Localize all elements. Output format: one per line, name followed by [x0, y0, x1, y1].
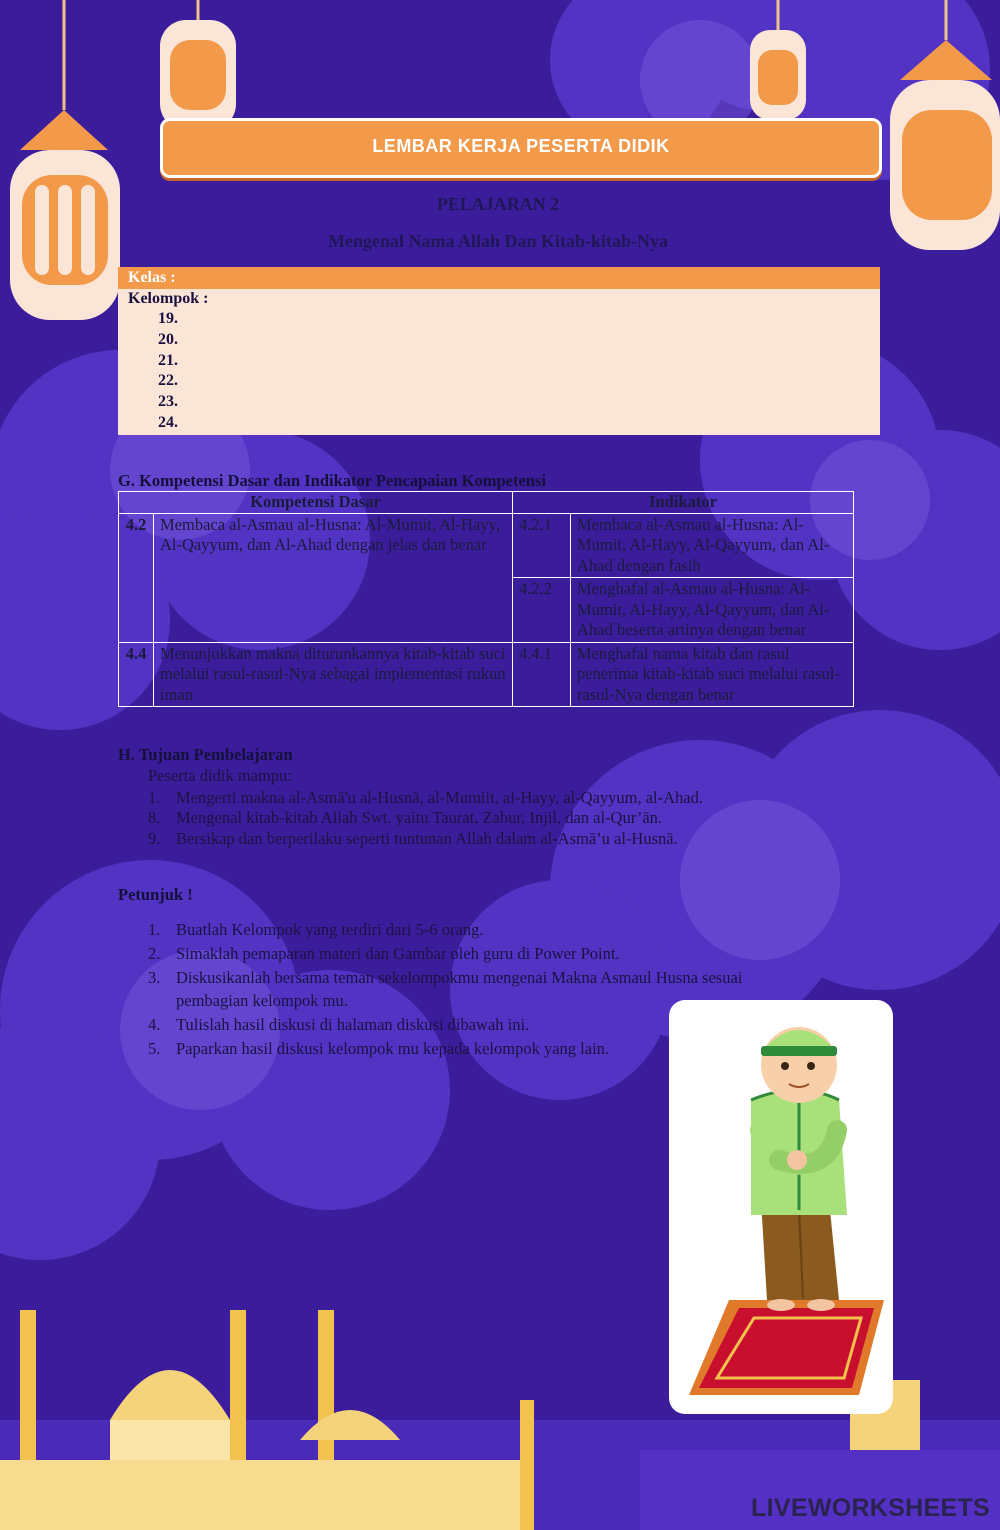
col-header-indikator: Indikator	[513, 492, 854, 514]
group-info-box	[118, 267, 880, 435]
member-number: 24.	[158, 413, 178, 431]
list-item	[148, 1015, 529, 1035]
item-text: Buatlah Kelompok yang terdiri dari 5-6 orang.	[176, 920, 484, 939]
item-number: 5.	[148, 1039, 161, 1058]
indicator-text: Menghafal nama kitab dan rasul penerima kitab-kitab suci melalui rasul-rasul-Nya dengan benar	[571, 642, 854, 707]
competency-table	[118, 491, 854, 707]
item-text: Tulislah hasil diskusi di halaman diskusi dibawah ini.	[176, 1015, 530, 1034]
list-item	[148, 788, 703, 808]
indicator-number: 4.2.2	[513, 578, 571, 643]
worksheet-title-banner	[160, 118, 882, 178]
list-item	[148, 968, 742, 988]
lesson-label: PELAJARAN 2	[436, 194, 560, 214]
petunjuk-heading: Petunjuk !	[118, 885, 193, 904]
item-text: Mengerti makna al-Asmā'u al-Husnā, al-Mumiit, al-Hayy, al-Qayyum, al-Ahad.	[176, 788, 703, 807]
member-number: 19.	[158, 310, 178, 327]
item-text: Diskusikanlah bersama teman sekelompokmu mengenai Makna Asmaul Husna sesuai	[176, 968, 743, 987]
item-number: 9.	[148, 829, 161, 848]
kd-number: 4.2	[119, 513, 154, 642]
table-row	[119, 642, 854, 707]
indicator-text: Membaca al-Asmau al-Husna: Al-Mumit, Al-Hayy, Al-Qayyum, dan Al-Ahad dengan fasih	[571, 513, 854, 578]
item-number: 1.	[148, 788, 161, 807]
list-item	[148, 944, 620, 964]
member-number: 21.	[158, 351, 178, 369]
list-item	[148, 829, 678, 849]
list-item	[148, 920, 483, 940]
col-header-kd: Kompetensi Dasar	[119, 492, 513, 514]
item-text: Bersikap dan berperilaku seperti tuntunan Allah dalam al-Asmā’u al-Husnā.	[176, 829, 678, 848]
item-number: 4.	[148, 1015, 161, 1034]
member-number: 20.	[158, 330, 178, 348]
item-text: Simaklah pemaparan materi dan Gambar oleh guru di Power Point.	[176, 944, 620, 963]
item-text: Paparkan hasil diskusi kelompok mu kepada kelompok yang lain.	[176, 1039, 610, 1058]
table-row	[119, 513, 854, 578]
table-header-row	[119, 492, 854, 514]
kd-text: Membaca al-Asmau al-Husna: Al-Mumit, Al-Hayy, Al-Qayyum, dan Al-Ahad dengan jelas dan benar	[154, 513, 513, 642]
lesson-subtitle: Mengenal Nama Allah Dan Kitab-kitab-Nya	[327, 231, 669, 251]
item-text: Mengenal kitab-kitab Allah Swt. yaitu Taurat, Zabur, Injil, dan al-Qur’ān.	[176, 808, 663, 827]
member-number: 22.	[158, 372, 178, 390]
item-number: 2.	[148, 944, 161, 963]
section-h-intro: Peserta didik mampu:	[148, 766, 292, 785]
liveworksheets-watermark: LIVEWORKSHEETS	[751, 1494, 990, 1522]
banner-title: LEMBAR KERJA PESERTA DIDIK	[372, 136, 670, 156]
kd-text: Menunjukkan makna diturunkannya kitab-kitab suci melalui rasul-rasul-Nya sebagai implementasi rukun iman	[154, 642, 513, 707]
list-item	[148, 991, 348, 1011]
item-text: pembagian kelompok mu.	[176, 991, 348, 1010]
item-number: 1.	[148, 920, 161, 939]
item-number: 3.	[148, 968, 161, 987]
kelompok-label: Kelompok :	[128, 290, 209, 307]
section-g-heading: G. Kompetensi Dasar dan Indikator Pencapaian Kompetensi	[118, 471, 546, 490]
list-item	[148, 808, 662, 828]
kd-number: 4.4	[119, 642, 154, 707]
item-number: 8.	[148, 808, 161, 827]
kelas-label: Kelas :	[118, 267, 880, 289]
member-number: 23.	[158, 393, 178, 411]
indicator-number: 4.4.1	[513, 642, 571, 707]
praying-boy-icon	[669, 1000, 893, 1414]
praying-boy-illustration	[669, 1000, 893, 1414]
indicator-text: Menghafal al-Asmau al-Husna: Al-Mumit, Al-Hayy, Al-Qayyum, dan Al-Ahad beserta artinya dengan benar	[571, 578, 854, 643]
section-h-heading: H. Tujuan Pembelajaran	[118, 745, 293, 764]
indicator-number: 4.2.1	[513, 513, 571, 578]
list-item	[148, 1039, 609, 1059]
